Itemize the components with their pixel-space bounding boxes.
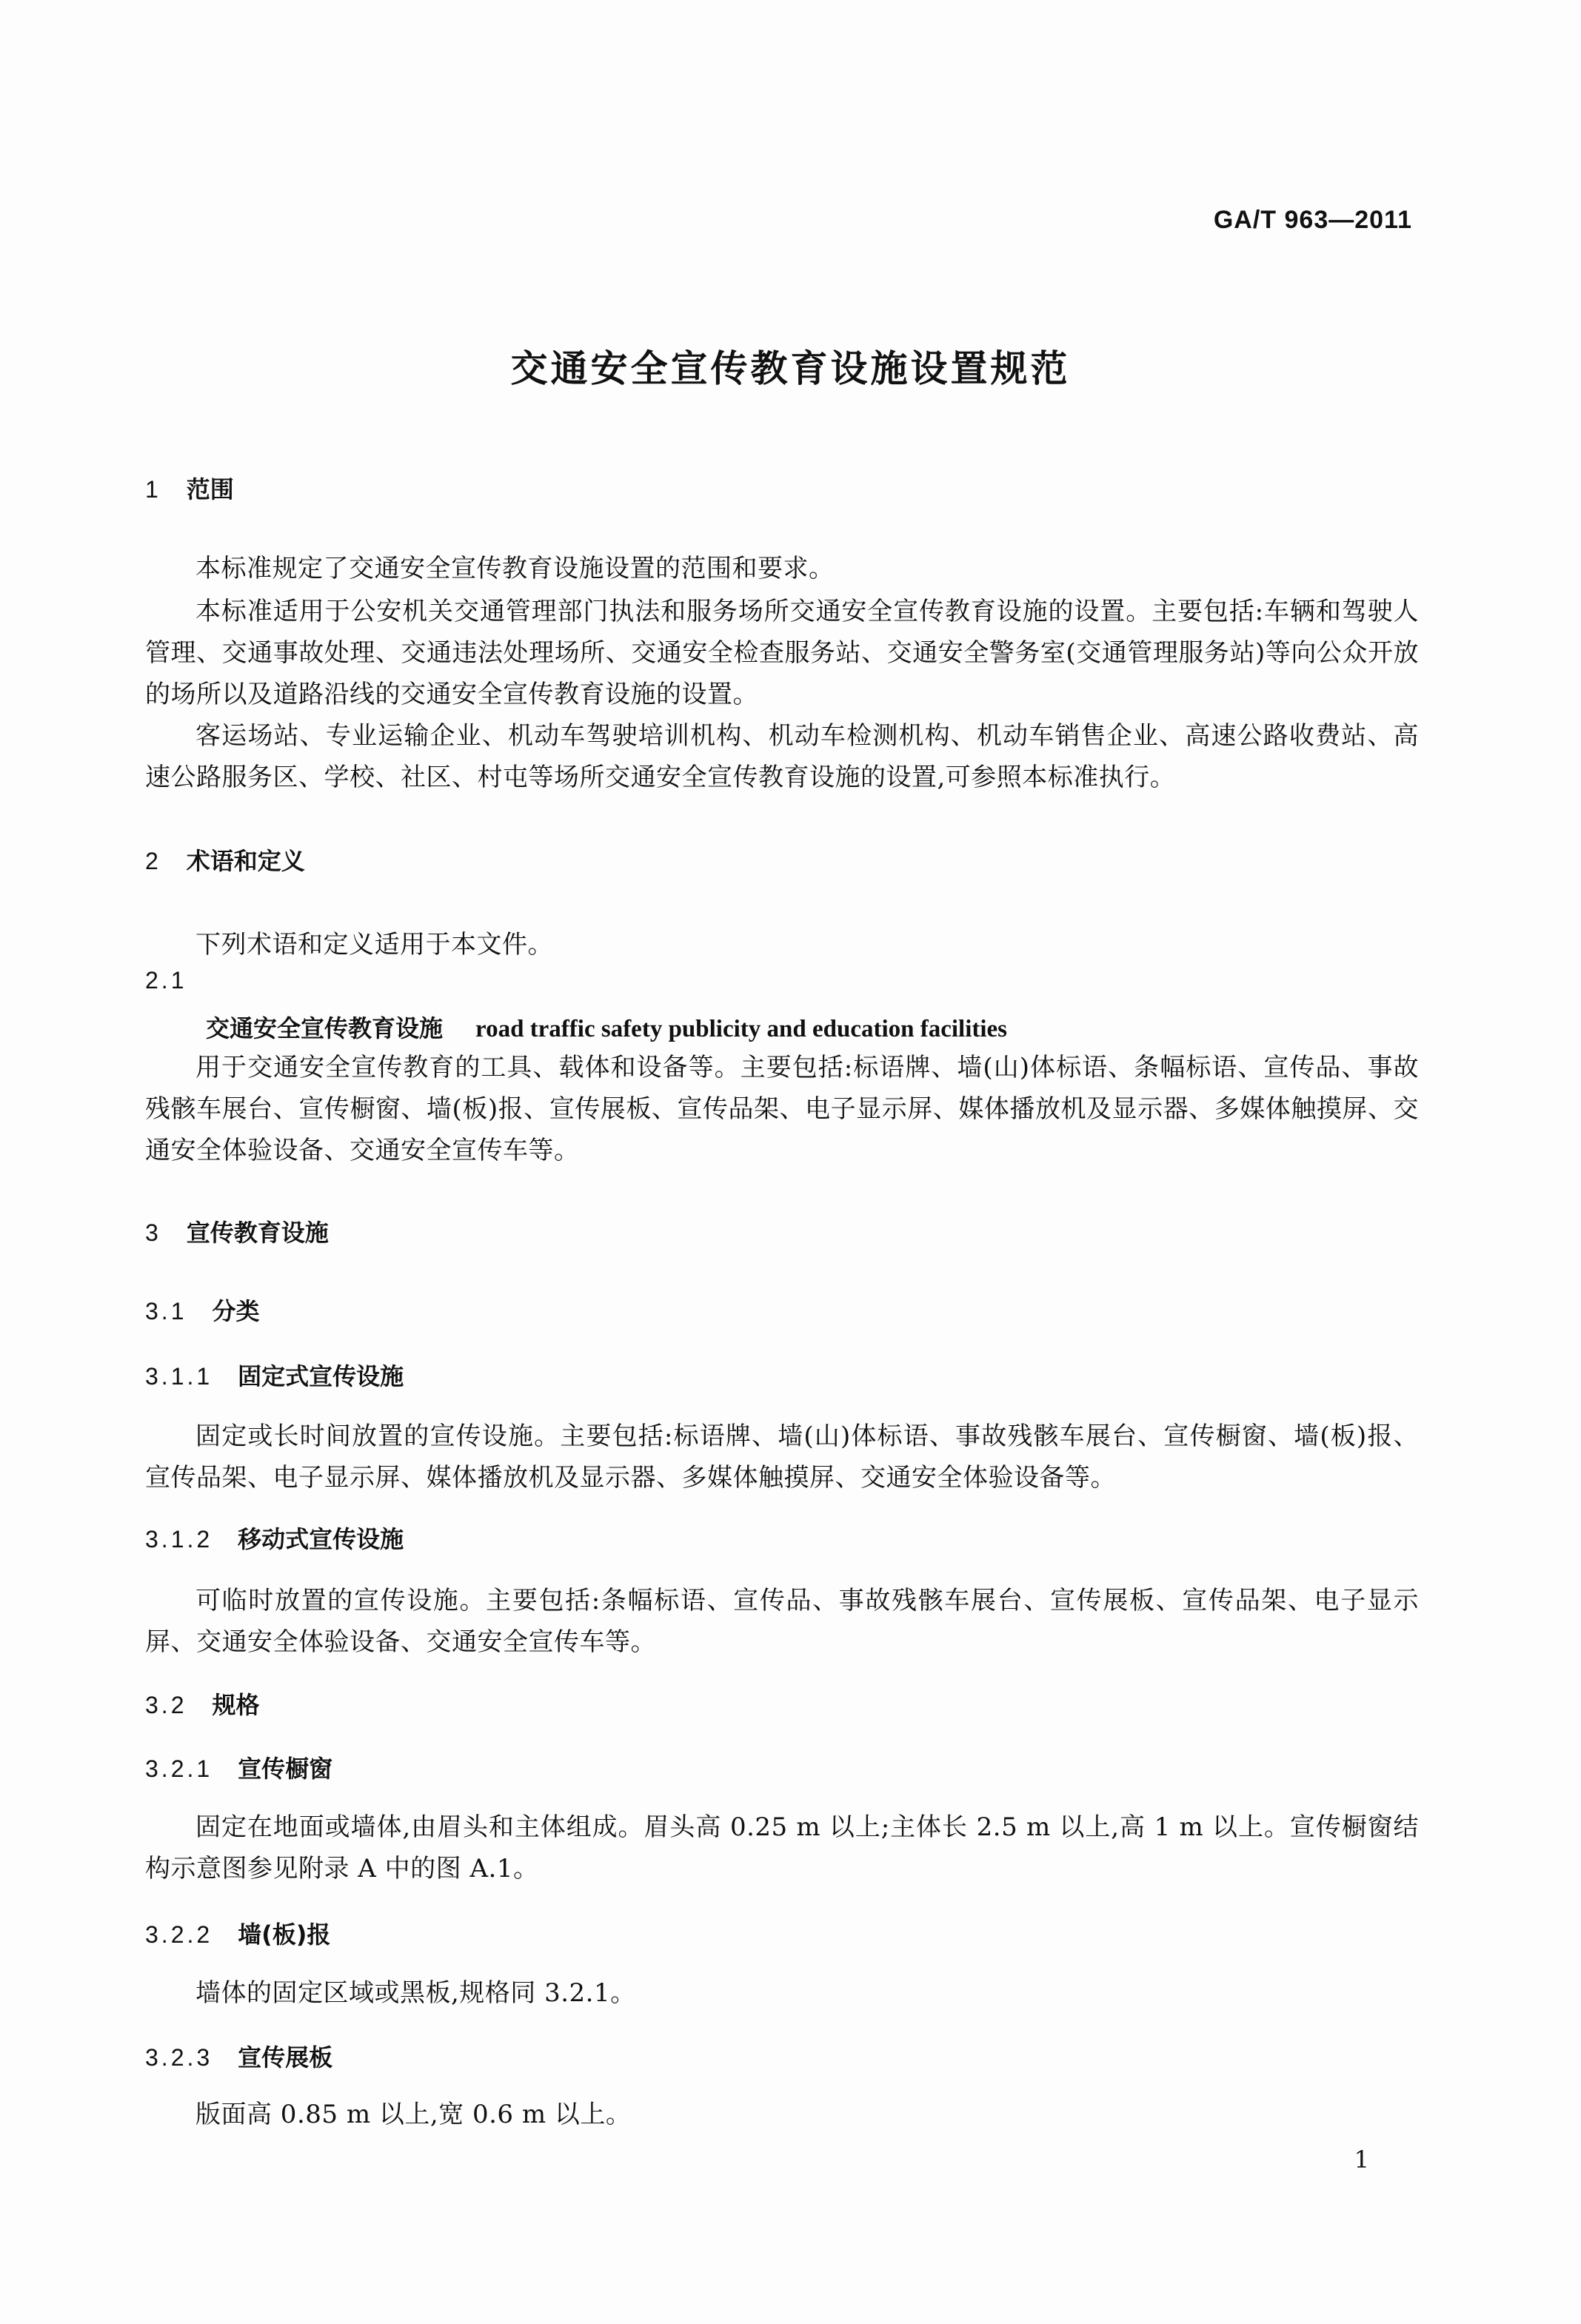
section-title: 宣传教育设施 (186, 1219, 329, 1247)
paragraph-scope-2: 本标准适用于公安机关交通管理部门执法和服务场所交通安全宣传教育设施的设置。主要包括:车辆和驾驶人管理、交通事故处理、交通违法处理场所、交通安全检查服务站、交通安全警务室(交通管理服务站)等向公众开放的场所以及道路沿线的交通安全宣传教育设施的设置。 (145, 597, 1419, 709)
section-title: 规格 (212, 1691, 260, 1719)
section-number: 3 (145, 1219, 161, 1246)
paragraph-display-board-spec: 版面高 0.85 m 以上,宽 0.6 m 以上。 (195, 2100, 632, 2129)
section-title: 术语和定义 (186, 847, 305, 875)
section-title: 宣传展板 (238, 2043, 333, 2072)
term-en: road traffic safety publicity and education facilities (475, 1016, 1008, 1042)
paragraph-mobile-facilities: 可临时放置的宣传设施。主要包括:条幅标语、宣传品、事故残骸车展台、宣传展板、宣传品架、电子显示屏、交通安全体验设备、交通安全宣传车等。 (145, 1586, 1419, 1657)
section-title: 范围 (186, 475, 234, 503)
paragraph-wall-board-spec: 墙体的固定区域或黑板,规格同 3.2.1。 (195, 1978, 636, 2008)
page-number: 1 (1354, 2146, 1369, 2174)
section-title: 固定式宣传设施 (238, 1362, 404, 1390)
section-heading-2 (145, 843, 305, 877)
term-entry (206, 1010, 1007, 1044)
section-heading-3-2-3 (145, 2039, 332, 2073)
paragraph-showcase-spec: 固定在地面或墙体,由眉头和主体组成。眉头高 0.25 m 以上;主体长 2.5 m 以上,高 1 m 以上。宣传橱窗结构示意图参见附录 A 中的图 A.1。 (145, 1812, 1419, 1883)
section-number: 3.1.2 (145, 1526, 213, 1553)
section-title: 分类 (212, 1297, 260, 1325)
section-heading-3-2-1 (145, 1750, 332, 1784)
section-number: 3.1.1 (145, 1363, 213, 1390)
section-heading-3-1-2 (145, 1521, 404, 1555)
section-number: 3.1 (145, 1298, 187, 1325)
paragraph-fixed-facilities: 固定或长时间放置的宣传设施。主要包括:标语牌、墙(山)体标语、事故残骸车展台、宣传橱窗、墙(板)报、宣传品架、电子显示屏、媒体播放机及显示器、多媒体触摸屏、交通安全体验设备等。 (145, 1421, 1419, 1493)
section-number: 1 (145, 476, 161, 503)
clause-number-2-1: 2.1 (145, 967, 187, 994)
section-title: 宣传橱窗 (238, 1755, 333, 1783)
paragraph-scope-1: 本标准规定了交通安全宣传教育设施设置的范围和要求。 (195, 554, 835, 583)
document-title: 交通安全宣传教育设施设置规范 (510, 347, 1071, 390)
section-title: 移动式宣传设施 (238, 1525, 404, 1553)
section-number: 2 (145, 848, 161, 874)
standard-code: GA/T 963—2011 (1213, 206, 1412, 234)
paragraph-term-definition: 用于交通安全宣传教育的工具、载体和设备等。主要包括:标语牌、墙(山)体标语、条幅标语、宣传品、事故残骸车展台、宣传橱窗、墙(板)报、宣传展板、宣传品架、电子显示屏、媒体播放机及显示器、多媒体触摸屏、交通安全体验设备、交通安全宣传车等。 (145, 1053, 1419, 1165)
paragraph-scope-3: 客运场站、专业运输企业、机动车驾驶培训机构、机动车检测机构、机动车销售企业、高速公路收费站、高速公路服务区、学校、社区、村屯等场所交通安全宣传教育设施的设置,可参照本标准执行。 (145, 721, 1419, 792)
section-heading-3-2-2 (145, 1916, 330, 1950)
section-title: 墙(板)报 (238, 1921, 331, 1949)
term-zh: 交通安全宣传教育设施 (206, 1014, 444, 1042)
paragraph-terms-intro: 下列术语和定义适用于本文件。 (195, 930, 553, 960)
section-heading-1 (145, 471, 234, 505)
section-number: 3.2 (145, 1692, 187, 1718)
section-heading-3 (145, 1214, 329, 1248)
section-number: 3.2.2 (145, 1921, 213, 1948)
section-number: 3.2.1 (145, 1755, 213, 1782)
section-heading-3-1 (145, 1293, 260, 1327)
section-heading-3-1-1 (145, 1358, 404, 1392)
section-heading-3-2 (145, 1687, 260, 1721)
section-number: 3.2.3 (145, 2044, 213, 2071)
